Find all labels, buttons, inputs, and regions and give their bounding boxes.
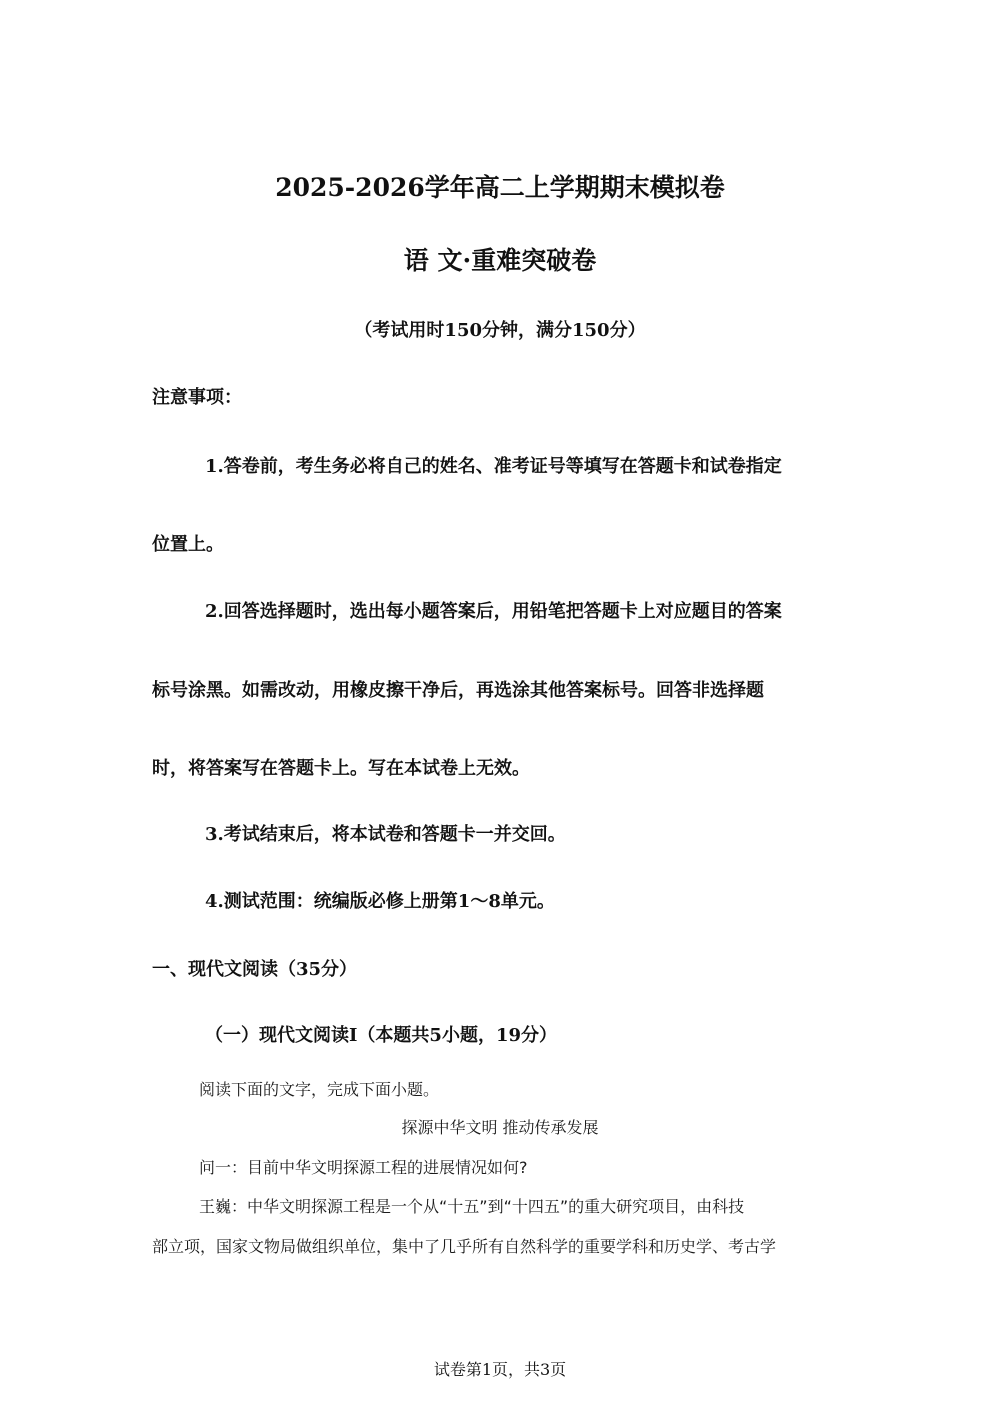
- notice-item-4: 4.测试范围：统编版必修上册第1～8单元。: [205, 891, 555, 912]
- passage-question-1: 问一：目前中华文明探源工程的进展情况如何?: [199, 1158, 528, 1177]
- exam-subtitle: 语 文·重难突破卷: [403, 246, 597, 275]
- notice-item-3: 3.考试结束后，将本试卷和答题卡一并交回。: [205, 824, 566, 845]
- page-footer: 试卷第1页，共3页: [433, 1360, 567, 1379]
- notice-heading: 注意事项：: [152, 387, 242, 408]
- exam-title: 2025-2026学年高二上学期期末模拟卷: [275, 173, 725, 202]
- passage-title: 探源中华文明 推动传承发展: [401, 1118, 599, 1137]
- notice-item-1-line-1: 1.答卷前，考生务必将自己的姓名、准考证号等填写在答题卡和试卷指定: [205, 456, 782, 477]
- passage-answer-line-2: 部立项，国家文物局做组织单位，集中了几乎所有自然科学的重要学科和历史学、考古学: [152, 1237, 777, 1256]
- subsection-heading: （一）现代文阅读Ⅰ（本题共5小题，19分）: [205, 1025, 557, 1046]
- notice-item-2-line-3: 时，将答案写在答题卡上。写在本试卷上无效。: [152, 758, 530, 779]
- notice-item-2-line-1: 2.回答选择题时，选出每小题答案后，用铅笔把答题卡上对应题目的答案: [205, 601, 782, 622]
- notice-item-2-line-2: 标号涂黑。如需改动，用橡皮擦干净后，再选涂其他答案标号。回答非选择题: [152, 680, 764, 701]
- passage-instruction: 阅读下面的文字，完成下面小题。: [199, 1080, 440, 1099]
- notice-item-1-line-2: 位置上。: [152, 534, 224, 555]
- section-heading: 一、现代文阅读（35分）: [152, 959, 358, 980]
- exam-info: （考试用时150分钟，满分150分）: [354, 320, 646, 341]
- passage-answer-line-1: 王巍：中华文明探源工程是一个从“十五”到“十四五”的重大研究项目，由科技: [199, 1197, 745, 1216]
